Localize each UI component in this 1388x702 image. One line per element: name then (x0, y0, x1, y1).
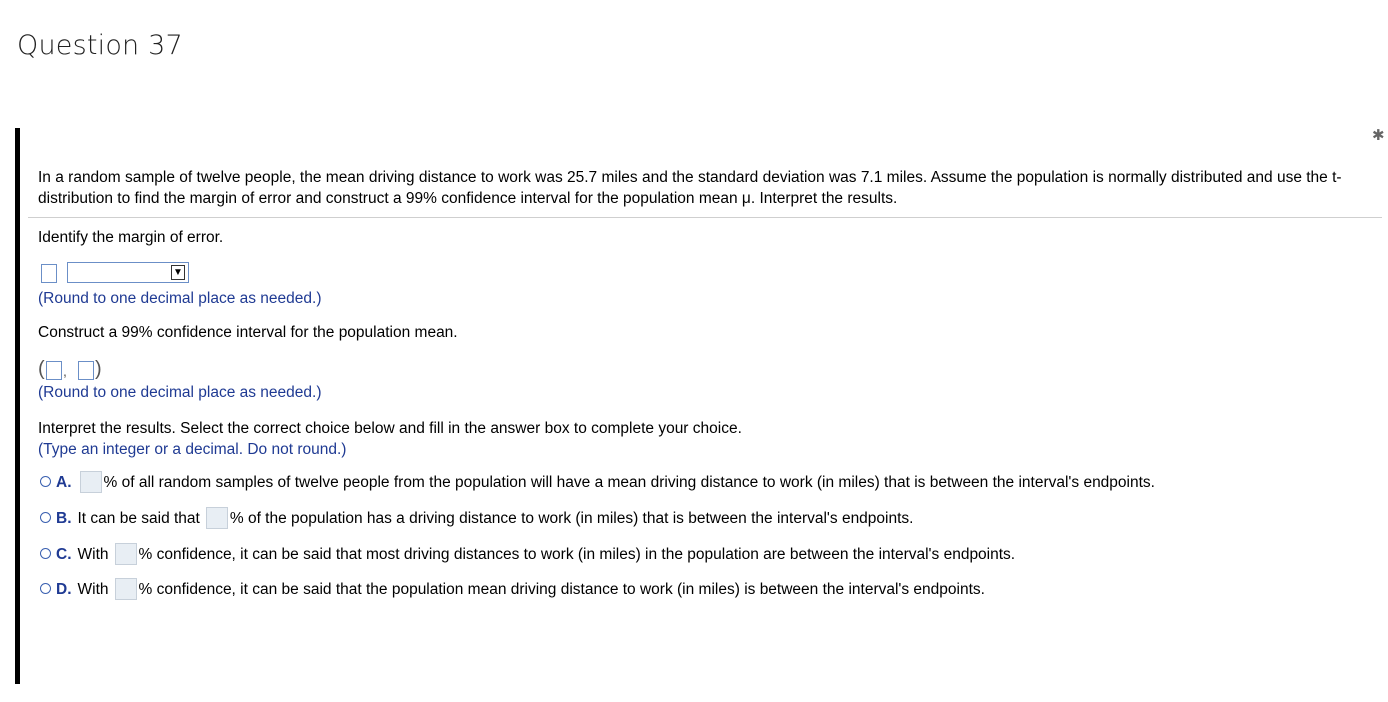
choice-d-letter: D. (56, 581, 72, 599)
choice-d[interactable] (40, 579, 985, 601)
type-hint: (Type an integer or a decimal. Do not round.) (38, 441, 347, 458)
gear-icon[interactable]: ✱ (1372, 127, 1385, 144)
choice-c-after: % confidence, it can be said that most driving distances to work (in miles) in the population are between the interval's endpoints. (138, 546, 1016, 564)
radio-c[interactable] (40, 548, 51, 559)
choice-b-before: It can be said that (77, 510, 200, 528)
dropdown-arrow-icon[interactable]: ▼ (171, 265, 185, 280)
choice-a[interactable] (40, 472, 1155, 494)
divider (28, 217, 1382, 218)
confidence-interval-prompt: Construct a 99% confidence interval for the population mean. (38, 324, 458, 341)
interval-comma: , (63, 363, 67, 379)
radio-d[interactable] (40, 583, 51, 594)
problem-statement: In a random sample of twelve people, the mean driving distance to work was 25.7 miles and the standard deviation was 7.1 miles. Assume the population is normally distributed and use the t-distribution to find the margin of error and construct a 99% confidence interval for the population mean μ. Interpret the results. (38, 169, 1342, 207)
choice-c-before: With (77, 546, 109, 564)
radio-a[interactable] (40, 476, 51, 487)
choice-c-input[interactable] (115, 543, 137, 565)
interval-upper-input[interactable] (78, 361, 94, 380)
margin-of-error-prompt: Identify the margin of error. (38, 229, 224, 246)
interpret-prompt: Interpret the results. Select the correct choice below and fill in the answer box to complete your choice. (38, 420, 742, 437)
choice-a-after: % of all random samples of twelve people from the population will have a mean driving distance to work (in miles) that is between the interval's endpoints. (103, 474, 1155, 492)
round-hint-2: (Round to one decimal place as needed.) (38, 384, 322, 401)
choice-a-letter: A. (56, 474, 72, 492)
choice-a-input[interactable] (80, 471, 102, 493)
choice-c[interactable] (40, 544, 1015, 566)
choice-b[interactable] (40, 508, 913, 530)
choice-d-before: With (77, 581, 109, 599)
question-title: Question 37 (17, 30, 183, 61)
question-left-border (15, 128, 20, 684)
interval-close-paren: ) (95, 358, 102, 380)
choice-b-input[interactable] (206, 507, 228, 529)
round-hint-1: (Round to one decimal place as needed.) (38, 290, 322, 307)
choice-d-input[interactable] (115, 578, 137, 600)
margin-of-error-dropdown[interactable] (67, 262, 189, 283)
radio-b[interactable] (40, 512, 51, 523)
choice-b-after: % of the population has a driving distance to work (in miles) that is between the interval's endpoints. (229, 510, 914, 528)
interval-lower-input[interactable] (46, 361, 62, 380)
choice-b-letter: B. (56, 510, 72, 528)
choice-c-letter: C. (56, 546, 72, 564)
margin-of-error-input[interactable] (41, 264, 57, 283)
interval-open-paren: ( (38, 358, 45, 380)
choice-d-after: % confidence, it can be said that the population mean driving distance to work (in miles) is between the interval's endpoints. (138, 581, 985, 599)
